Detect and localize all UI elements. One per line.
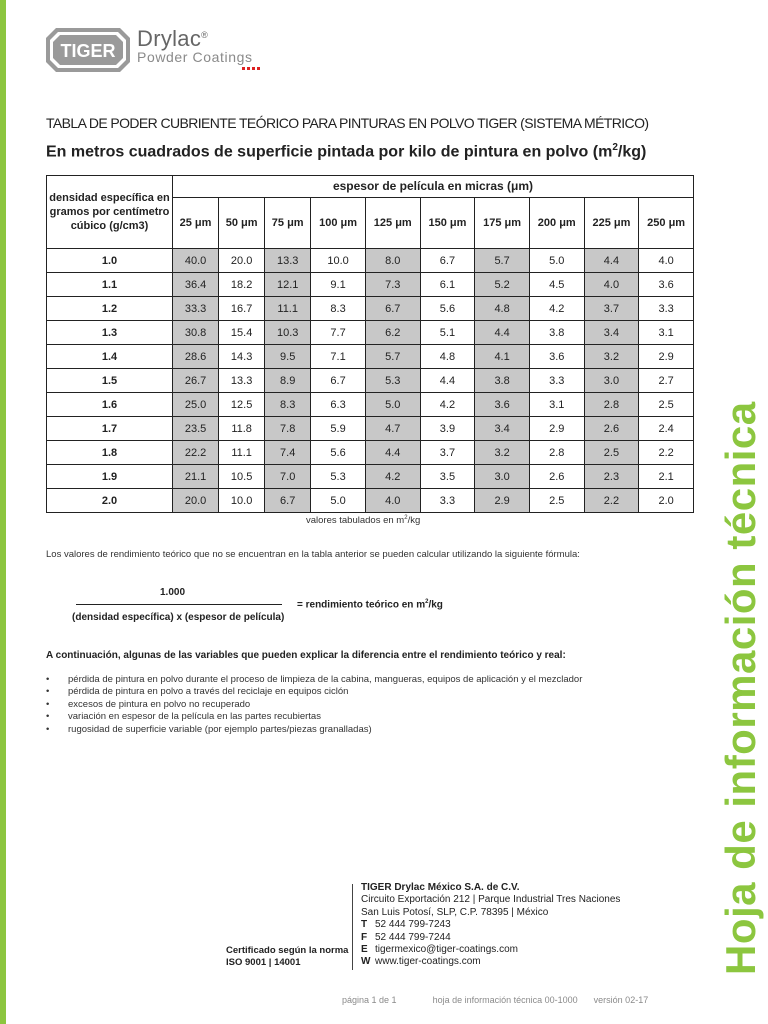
value-cell: 2.8 xyxy=(584,393,639,417)
value-cell: 3.3 xyxy=(639,297,694,321)
value-cell: 2.2 xyxy=(584,489,639,513)
density-cell: 1.7 xyxy=(47,417,173,441)
value-cell: 8.9 xyxy=(265,369,311,393)
variables-list xyxy=(46,674,582,736)
column-header: 75 μm xyxy=(265,197,311,248)
value-cell: 8.3 xyxy=(265,393,311,417)
value-cell: 3.0 xyxy=(475,465,530,489)
value-cell: 3.5 xyxy=(420,465,475,489)
value-cell: 2.9 xyxy=(639,345,694,369)
column-header: 100 μm xyxy=(311,197,366,248)
value-cell: 36.4 xyxy=(173,273,219,297)
value-cell: 20.0 xyxy=(173,489,219,513)
value-cell: 4.0 xyxy=(365,489,420,513)
value-cell: 13.3 xyxy=(219,369,265,393)
table-row xyxy=(47,465,694,489)
value-cell: 3.4 xyxy=(584,321,639,345)
value-cell: 4.0 xyxy=(584,273,639,297)
company-address: TIGER Drylac México S.A. de C.V. Circuito Exportación 212 | Parque Industrial Tres Naciones San Luis Potosí, SLP, C.P. 78395 | México T 52 444 799-7243 F 52 444 799-7244 E tigermexico@tiger-coatings.com W www.tiger-coatings.com xyxy=(361,882,621,968)
value-cell: 6.7 xyxy=(311,369,366,393)
page-footer xyxy=(342,995,648,1005)
value-cell: 2.5 xyxy=(584,441,639,465)
column-header: 150 μm xyxy=(420,197,475,248)
table-row xyxy=(47,249,694,273)
table-row xyxy=(47,441,694,465)
value-cell: 12.5 xyxy=(219,393,265,417)
value-cell: 12.1 xyxy=(265,273,311,297)
tiger-badge-logo xyxy=(46,28,130,72)
website-link[interactable]: www.tiger-coatings.com xyxy=(375,956,481,968)
value-cell: 5.0 xyxy=(365,393,420,417)
value-cell: 4.7 xyxy=(365,417,420,441)
value-cell: 2.9 xyxy=(475,489,530,513)
value-cell: 18.2 xyxy=(219,273,265,297)
value-cell: 22.2 xyxy=(173,441,219,465)
value-cell: 2.0 xyxy=(639,489,694,513)
accent-bar xyxy=(0,0,6,1024)
value-cell: 3.0 xyxy=(584,369,639,393)
density-cell: 1.3 xyxy=(47,321,173,345)
value-cell: 3.8 xyxy=(529,321,584,345)
value-cell: 7.1 xyxy=(311,345,366,369)
density-cell: 1.0 xyxy=(47,249,173,273)
value-cell: 8.3 xyxy=(311,297,366,321)
value-cell: 5.2 xyxy=(475,273,530,297)
value-cell: 3.1 xyxy=(529,393,584,417)
value-cell: 7.8 xyxy=(265,417,311,441)
value-cell: 11.1 xyxy=(265,297,311,321)
value-cell: 4.0 xyxy=(639,249,694,273)
value-cell: 9.1 xyxy=(311,273,366,297)
value-cell: 33.3 xyxy=(173,297,219,321)
value-cell: 4.5 xyxy=(529,273,584,297)
value-cell: 3.1 xyxy=(639,321,694,345)
density-header: densidad específica en gramos por centímetro cúbico (g/cm3) xyxy=(47,176,173,249)
value-cell: 5.9 xyxy=(311,417,366,441)
value-cell: 2.5 xyxy=(639,393,694,417)
table-heading: TABLA DE PODER CUBRIENTE TEÓRICO PARA PINTURAS EN POLVO TIGER (SISTEMA MÉTRICO) xyxy=(46,115,649,131)
value-cell: 7.7 xyxy=(311,321,366,345)
density-cell: 1.8 xyxy=(47,441,173,465)
value-cell: 11.1 xyxy=(219,441,265,465)
value-cell: 4.1 xyxy=(475,345,530,369)
value-cell: 11.8 xyxy=(219,417,265,441)
column-header: 175 μm xyxy=(475,197,530,248)
value-cell: 3.4 xyxy=(475,417,530,441)
value-cell: 4.4 xyxy=(475,321,530,345)
value-cell: 3.6 xyxy=(529,345,584,369)
value-cell: 5.7 xyxy=(365,345,420,369)
certification: Certificado según la norma ISO 9001 | 14001 xyxy=(226,945,349,969)
value-cell: 3.7 xyxy=(584,297,639,321)
value-cell: 4.4 xyxy=(584,249,639,273)
value-cell: 3.3 xyxy=(529,369,584,393)
value-cell: 7.4 xyxy=(265,441,311,465)
value-cell: 6.2 xyxy=(365,321,420,345)
value-cell: 16.7 xyxy=(219,297,265,321)
badge-text: TIGER xyxy=(60,41,116,61)
value-cell: 4.2 xyxy=(529,297,584,321)
table-note: valores tabulados en $m^2/kg$ xyxy=(306,515,421,527)
column-header: 25 μm xyxy=(173,197,219,248)
value-cell: 2.3 xyxy=(584,465,639,489)
brand-dots xyxy=(242,67,262,70)
value-cell: 2.6 xyxy=(529,465,584,489)
brand-name: Drylac® xyxy=(137,26,209,51)
value-cell: 4.8 xyxy=(475,297,530,321)
value-cell: 6.7 xyxy=(265,489,311,513)
value-cell: 7.0 xyxy=(265,465,311,489)
variables-intro: A continuación, algunas de las variables que pueden explicar la diferencia entre el rendimiento teórico y real: xyxy=(46,650,566,661)
value-cell: 4.8 xyxy=(420,345,475,369)
email-link[interactable]: tigermexico@tiger-coatings.com xyxy=(375,944,518,956)
formula-numerator: 1.000 xyxy=(160,587,186,598)
doc-version: versión 02-17 xyxy=(593,995,649,1005)
value-cell: 5.1 xyxy=(420,321,475,345)
value-cell: 5.6 xyxy=(420,297,475,321)
list-item: • variación en espesor de la película en las partes recubiertas xyxy=(46,711,582,723)
value-cell: 5.7 xyxy=(475,249,530,273)
list-item: • rugosidad de superficie variable (por ejemplo partes/piezas granalladas) xyxy=(46,724,582,736)
list-item: • pérdida de pintura en polvo a través del reciclaje en equipos ciclón xyxy=(46,686,582,698)
value-cell: 5.0 xyxy=(311,489,366,513)
table-row xyxy=(47,417,694,441)
column-header: 125 μm xyxy=(365,197,420,248)
formula-intro: Los valores de rendimiento teórico que no se encuentran en la tabla anterior se pueden calcular utilizando la siguiente fórmula: xyxy=(46,549,580,560)
company-logo xyxy=(46,26,266,76)
density-cell: 1.4 xyxy=(47,345,173,369)
value-cell: 20.0 xyxy=(219,249,265,273)
side-title: Hoja de información técnica xyxy=(717,401,764,975)
value-cell: 6.7 xyxy=(365,297,420,321)
column-header: 225 μm xyxy=(584,197,639,248)
value-cell: 4.4 xyxy=(365,441,420,465)
value-cell: 5.6 xyxy=(311,441,366,465)
value-cell: 14.3 xyxy=(219,345,265,369)
value-cell: 2.7 xyxy=(639,369,694,393)
value-cell: 5.3 xyxy=(311,465,366,489)
value-cell: 2.4 xyxy=(639,417,694,441)
value-cell: 6.1 xyxy=(420,273,475,297)
value-cell: 28.6 xyxy=(173,345,219,369)
value-cell: 2.6 xyxy=(584,417,639,441)
value-cell: 13.3 xyxy=(265,249,311,273)
table-row xyxy=(47,321,694,345)
value-cell: 10.5 xyxy=(219,465,265,489)
value-cell: 21.1 xyxy=(173,465,219,489)
table-subheading: En metros cuadrados de superficie pintada por kilo de pintura en polvo $(m^2/kg)$ xyxy=(46,142,647,161)
value-cell: 3.8 xyxy=(475,369,530,393)
fraction-line xyxy=(76,604,282,605)
list-item: • excesos de pintura en polvo no recuperado xyxy=(46,699,582,711)
density-cell: 2.0 xyxy=(47,489,173,513)
value-cell: 10.3 xyxy=(265,321,311,345)
value-cell: 3.7 xyxy=(420,441,475,465)
column-header: 250 μm xyxy=(639,197,694,248)
value-cell: 4.4 xyxy=(420,369,475,393)
value-cell: 10.0 xyxy=(219,489,265,513)
table-row xyxy=(47,369,694,393)
value-cell: 2.9 xyxy=(529,417,584,441)
value-cell: 3.3 xyxy=(420,489,475,513)
table-row xyxy=(47,393,694,417)
density-cell: 1.6 xyxy=(47,393,173,417)
value-cell: 5.3 xyxy=(365,369,420,393)
doc-id: hoja de información técnica 00-1000 xyxy=(432,995,578,1005)
column-header: 200 μm xyxy=(529,197,584,248)
list-item: • pérdida de pintura en polvo durante el proceso de limpieza de la cabina, mangueras, equipos de aplicación y el mezclador xyxy=(46,674,582,686)
value-cell: 7.3 xyxy=(365,273,420,297)
value-cell: 6.7 xyxy=(420,249,475,273)
footer-divider xyxy=(352,884,353,970)
value-cell: 2.1 xyxy=(639,465,694,489)
value-cell: 2.8 xyxy=(529,441,584,465)
formula-denominator: (densidad específica) x (espesor de película) xyxy=(72,612,285,623)
thickness-header: espesor de película en micras (μm) xyxy=(173,176,694,198)
value-cell: 2.5 xyxy=(529,489,584,513)
value-cell: 3.6 xyxy=(639,273,694,297)
coverage-table xyxy=(46,175,694,513)
table-row xyxy=(47,273,694,297)
value-cell: 8.0 xyxy=(365,249,420,273)
table-row xyxy=(47,489,694,513)
value-cell: 30.8 xyxy=(173,321,219,345)
density-cell: 1.1 xyxy=(47,273,173,297)
value-cell: 5.0 xyxy=(529,249,584,273)
value-cell: 3.2 xyxy=(584,345,639,369)
value-cell: 3.6 xyxy=(475,393,530,417)
value-cell: 10.0 xyxy=(311,249,366,273)
table-row xyxy=(47,297,694,321)
page-number: página 1 de 1 xyxy=(342,995,397,1005)
value-cell: 3.9 xyxy=(420,417,475,441)
density-cell: 1.2 xyxy=(47,297,173,321)
density-cell: 1.5 xyxy=(47,369,173,393)
value-cell: 6.3 xyxy=(311,393,366,417)
value-cell: 2.2 xyxy=(639,441,694,465)
value-cell: 15.4 xyxy=(219,321,265,345)
value-cell: 26.7 xyxy=(173,369,219,393)
density-cell: 1.9 xyxy=(47,465,173,489)
column-header: 50 μm xyxy=(219,197,265,248)
value-cell: 3.2 xyxy=(475,441,530,465)
value-cell: 9.5 xyxy=(265,345,311,369)
value-cell: 4.2 xyxy=(420,393,475,417)
table-row xyxy=(47,345,694,369)
value-cell: 4.2 xyxy=(365,465,420,489)
value-cell: 25.0 xyxy=(173,393,219,417)
brand-subtitle: Powder Coatings xyxy=(137,49,253,65)
value-cell: 40.0 xyxy=(173,249,219,273)
formula-result: = rendimiento teórico en $m^2/kg$ xyxy=(297,599,443,611)
value-cell: 23.5 xyxy=(173,417,219,441)
